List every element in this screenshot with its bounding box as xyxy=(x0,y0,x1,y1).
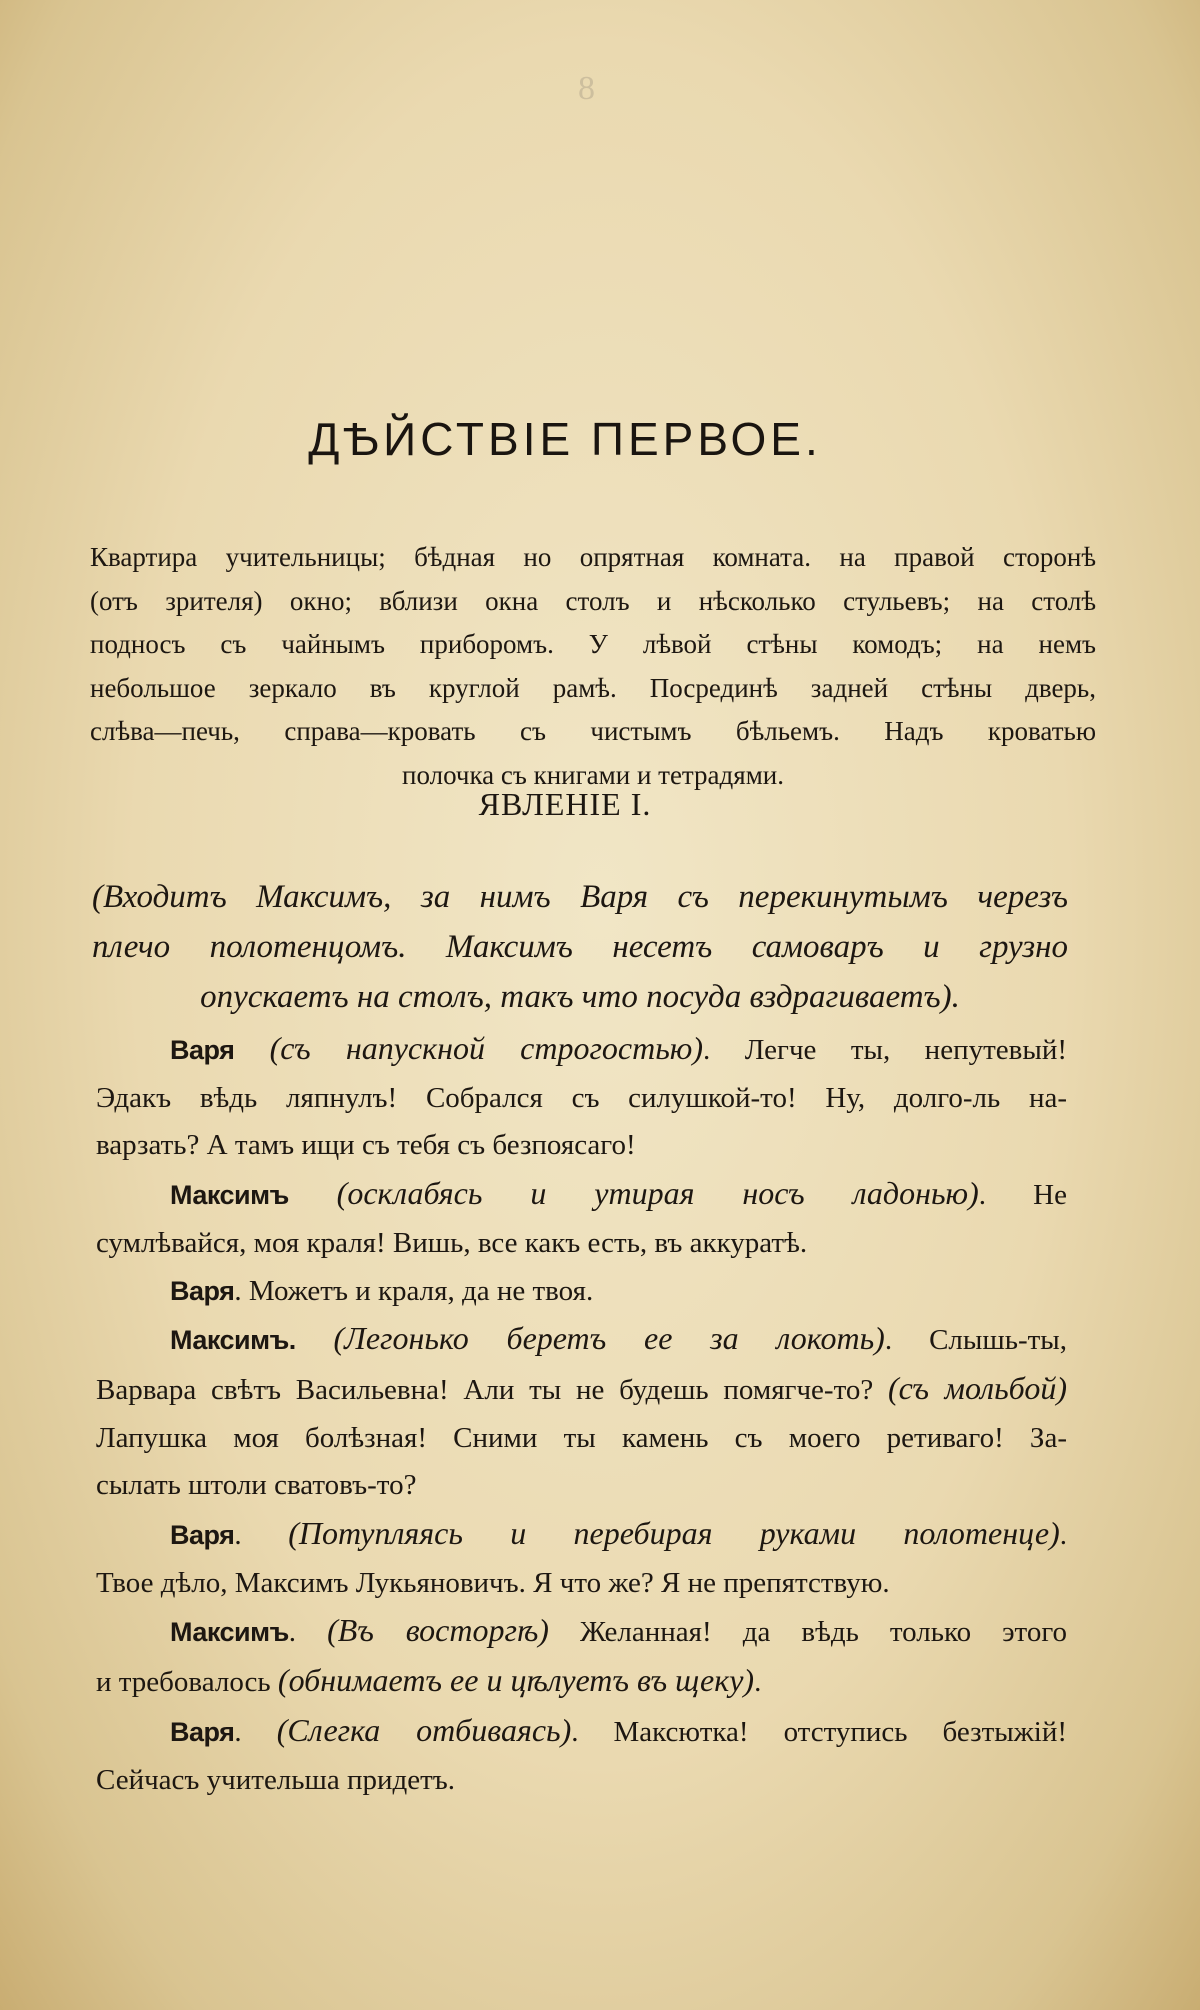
stage-direction: (съ мольбой) xyxy=(887,1369,1067,1406)
speech-text: Эдакъ вѣдь ляпнулъ! Собрался съ силушкой-то! Ну, долго-ль на- xyxy=(96,1081,1067,1114)
entrance-direction xyxy=(92,872,1068,1022)
dialogue-line xyxy=(96,1462,1067,1510)
speaker-name: Варя xyxy=(170,1716,235,1747)
act-title: ДѢЙСТВIЕ ПЕРВОЕ. xyxy=(308,413,822,465)
stage-setting-line: Квартира учительницы; бѣдная но опрятная комната. на правой сторонѣ xyxy=(90,542,1096,572)
speech-text: варзать? А тамъ ищи съ тебя съ безпоясаго! xyxy=(96,1129,636,1162)
entrance-line: опускаетъ на столъ, такъ что посуда вздрагиваетъ). xyxy=(200,979,960,1015)
page-number: 8 xyxy=(578,70,595,107)
stage-setting-line: слѣва—печь, справа—кровать съ чистымъ бѣльемъ. Надъ кроватью xyxy=(90,716,1096,746)
dialogue-line xyxy=(96,1657,1067,1707)
dialogue-paragraph xyxy=(96,1268,1067,1316)
speaker-name: Максимъ xyxy=(170,1617,289,1648)
dialogue-line xyxy=(96,1607,1067,1657)
dialogue-line xyxy=(96,1170,1067,1220)
dialogue-paragraph xyxy=(96,1707,1067,1804)
dialogue-paragraph xyxy=(96,1170,1067,1267)
stage-direction: (Слегка отбиваясь) xyxy=(276,1711,572,1748)
dialogue-line xyxy=(96,1415,1067,1463)
speech-text: . Легче ты, непутевый! xyxy=(703,1034,1067,1066)
speech-text: сылать штоли сватовъ-то? xyxy=(96,1469,417,1502)
speech-text: . Можетъ и краля, да не твоя. xyxy=(234,1274,594,1307)
speech-text: . xyxy=(234,1715,277,1748)
dialogue-paragraph xyxy=(96,1315,1067,1510)
dialogue-paragraph xyxy=(96,1510,1067,1607)
speaker-name: Максимъ xyxy=(170,1180,289,1211)
speech-text: . xyxy=(1059,1519,1068,1552)
entrance-line: (Входитъ Максимъ, за нимъ Варя съ перекинутымъ черезъ xyxy=(92,879,1068,915)
speech-text: Желанная! да вѣдь только этого xyxy=(548,1616,1068,1649)
dialogue-line xyxy=(96,1560,1067,1608)
speech-text: . Максютка! отступись безтыжій! xyxy=(571,1715,1068,1748)
speech-text: Лапушка моя болѣзная! Сними ты камень съ моего ретиваго! За- xyxy=(96,1421,1067,1454)
scene-heading: ЯВЛЕНIЕ I. xyxy=(478,786,652,822)
stage-direction: (Легонько беретъ ее за локоть) xyxy=(295,1320,885,1357)
speech-text: Твое дѣло, Максимъ Лукьяновичъ. Я что же? Я не препятствую. xyxy=(96,1566,890,1599)
stage-direction: (съ напускной строгостью) xyxy=(234,1030,704,1066)
dialogue-line xyxy=(96,1025,1067,1075)
speech-text: . xyxy=(234,1519,289,1552)
speech-text: . xyxy=(754,1666,762,1699)
dialogue xyxy=(96,1025,1067,1804)
stage-direction: (Потупляясь и перебирая руками полотенце) xyxy=(288,1515,1060,1552)
dialogue-paragraph xyxy=(96,1607,1067,1706)
stage-direction: (осклабясь и утирая носъ ладонью) xyxy=(288,1175,979,1212)
speech-text: . xyxy=(288,1616,328,1649)
speaker-name: Варя xyxy=(170,1520,235,1551)
dialogue-line xyxy=(96,1075,1067,1123)
entrance-line: плечо полотенцомъ. Максимъ несетъ самоваръ и грузно xyxy=(92,929,1068,965)
stage-direction: (обнимаетъ ее и цѣлуетъ въ щеку) xyxy=(277,1662,755,1699)
speaker-name: Варя xyxy=(170,1275,235,1306)
stage-setting-line: подносъ съ чайнымъ приборомъ. У лѣвой стѣны комодъ; на немъ xyxy=(90,629,1096,659)
dialogue-line xyxy=(96,1220,1067,1268)
dialogue-line xyxy=(96,1510,1067,1560)
speech-text: . Не xyxy=(978,1179,1067,1212)
dialogue-line xyxy=(96,1315,1067,1365)
speech-text: сумлѣвайся, моя краля! Вишь, все какъ есть, въ аккуратѣ. xyxy=(96,1226,808,1259)
stage-setting-line: полочка съ книгами и тетрадями. xyxy=(402,759,784,790)
dialogue-line xyxy=(96,1268,1067,1316)
stage-direction: (Въ восторгѣ) xyxy=(327,1612,549,1649)
stage-setting-line: (отъ зрителя) окно; вблизи окна столъ и нѣсколько стульевъ; на столѣ xyxy=(90,585,1096,616)
speaker-name: Максимъ. xyxy=(170,1325,296,1356)
speech-text: Сейчасъ учительша придетъ. xyxy=(96,1763,456,1796)
dialogue-line xyxy=(96,1365,1067,1415)
dialogue-paragraph xyxy=(96,1025,1067,1170)
stage-setting xyxy=(90,536,1096,797)
speech-text: Варвара свѣтъ Васильевна! Али ты не будешь помягче-то? xyxy=(96,1373,888,1406)
speech-text: . Слышь-ты, xyxy=(884,1324,1068,1357)
dialogue-line xyxy=(96,1757,1067,1805)
dialogue-line xyxy=(96,1122,1067,1170)
speaker-name: Варя xyxy=(170,1035,235,1065)
stage-setting-line: небольшое зеркало въ круглой рамѣ. Посрединѣ задней стѣны дверь, xyxy=(90,672,1096,703)
speech-text: и требовалось xyxy=(96,1666,278,1699)
dialogue-line xyxy=(96,1707,1067,1757)
